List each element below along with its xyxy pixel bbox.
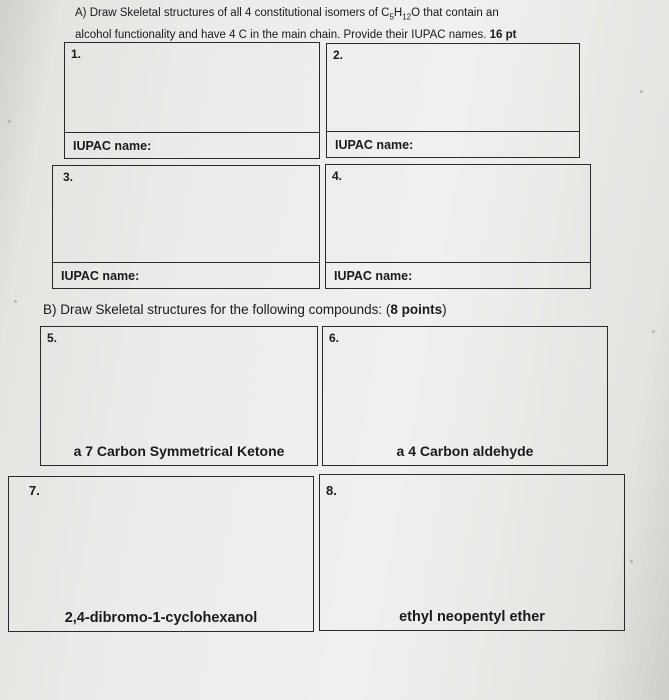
answer-box-3[interactable] xyxy=(52,165,320,289)
section-b-points: 8 points xyxy=(390,302,443,317)
box-number: 4. xyxy=(332,169,343,183)
paper-speck xyxy=(14,300,17,303)
answer-box-1[interactable] xyxy=(64,42,320,159)
box-number: 7. xyxy=(29,483,40,498)
paper-speck xyxy=(630,560,633,563)
box-number: 1. xyxy=(71,47,82,61)
paper-speck xyxy=(8,120,11,123)
section-a-text: alcohol functionality and have 4 C in the main chain. Provide their IUPAC names. xyxy=(75,29,487,42)
box-number: 3. xyxy=(63,170,74,184)
paper-speck xyxy=(652,330,655,333)
answer-box-6[interactable] xyxy=(322,326,608,466)
compound-caption: 2,4-dibromo-1-cyclohexanol xyxy=(64,610,258,626)
iupac-name-field[interactable]: IUPAC name: xyxy=(327,131,579,157)
answer-box-2[interactable] xyxy=(326,43,580,158)
box-number: 8. xyxy=(326,483,337,498)
section-b-text: B) Draw Skeletal structures for the following compounds: ( xyxy=(43,302,391,317)
answer-box-4[interactable] xyxy=(325,164,591,289)
box-number: 2. xyxy=(333,48,344,62)
section-a-text: H xyxy=(393,7,403,19)
section-a-text: O that contain an xyxy=(411,7,499,19)
answer-box-8[interactable] xyxy=(319,474,625,631)
compound-caption: a 4 Carbon aldehyde xyxy=(396,443,534,459)
section-a-text: A) Draw Skeletal structures of all 4 constitutional isomers of C xyxy=(75,7,390,19)
section-b-instructions xyxy=(43,302,447,317)
subscript: 5 xyxy=(389,12,394,22)
iupac-name-field[interactable]: IUPAC name: xyxy=(65,132,319,158)
iupac-name-field[interactable]: IUPAC name: xyxy=(326,262,590,288)
box-number: 6. xyxy=(329,331,340,345)
compound-caption: ethyl neopentyl ether xyxy=(399,609,545,625)
subscript: 12 xyxy=(402,12,412,22)
section-a-instructions xyxy=(75,4,585,45)
iupac-name-field[interactable]: IUPAC name: xyxy=(53,262,319,288)
section-a-points: 16 pt xyxy=(489,29,517,42)
answer-box-7[interactable] xyxy=(8,476,314,632)
box-number: 5. xyxy=(47,331,58,345)
section-b-text: ) xyxy=(442,302,447,317)
answer-box-5[interactable] xyxy=(40,326,318,466)
compound-caption: a 7 Carbon Symmetrical Ketone xyxy=(73,443,285,459)
paper-speck xyxy=(640,90,643,93)
